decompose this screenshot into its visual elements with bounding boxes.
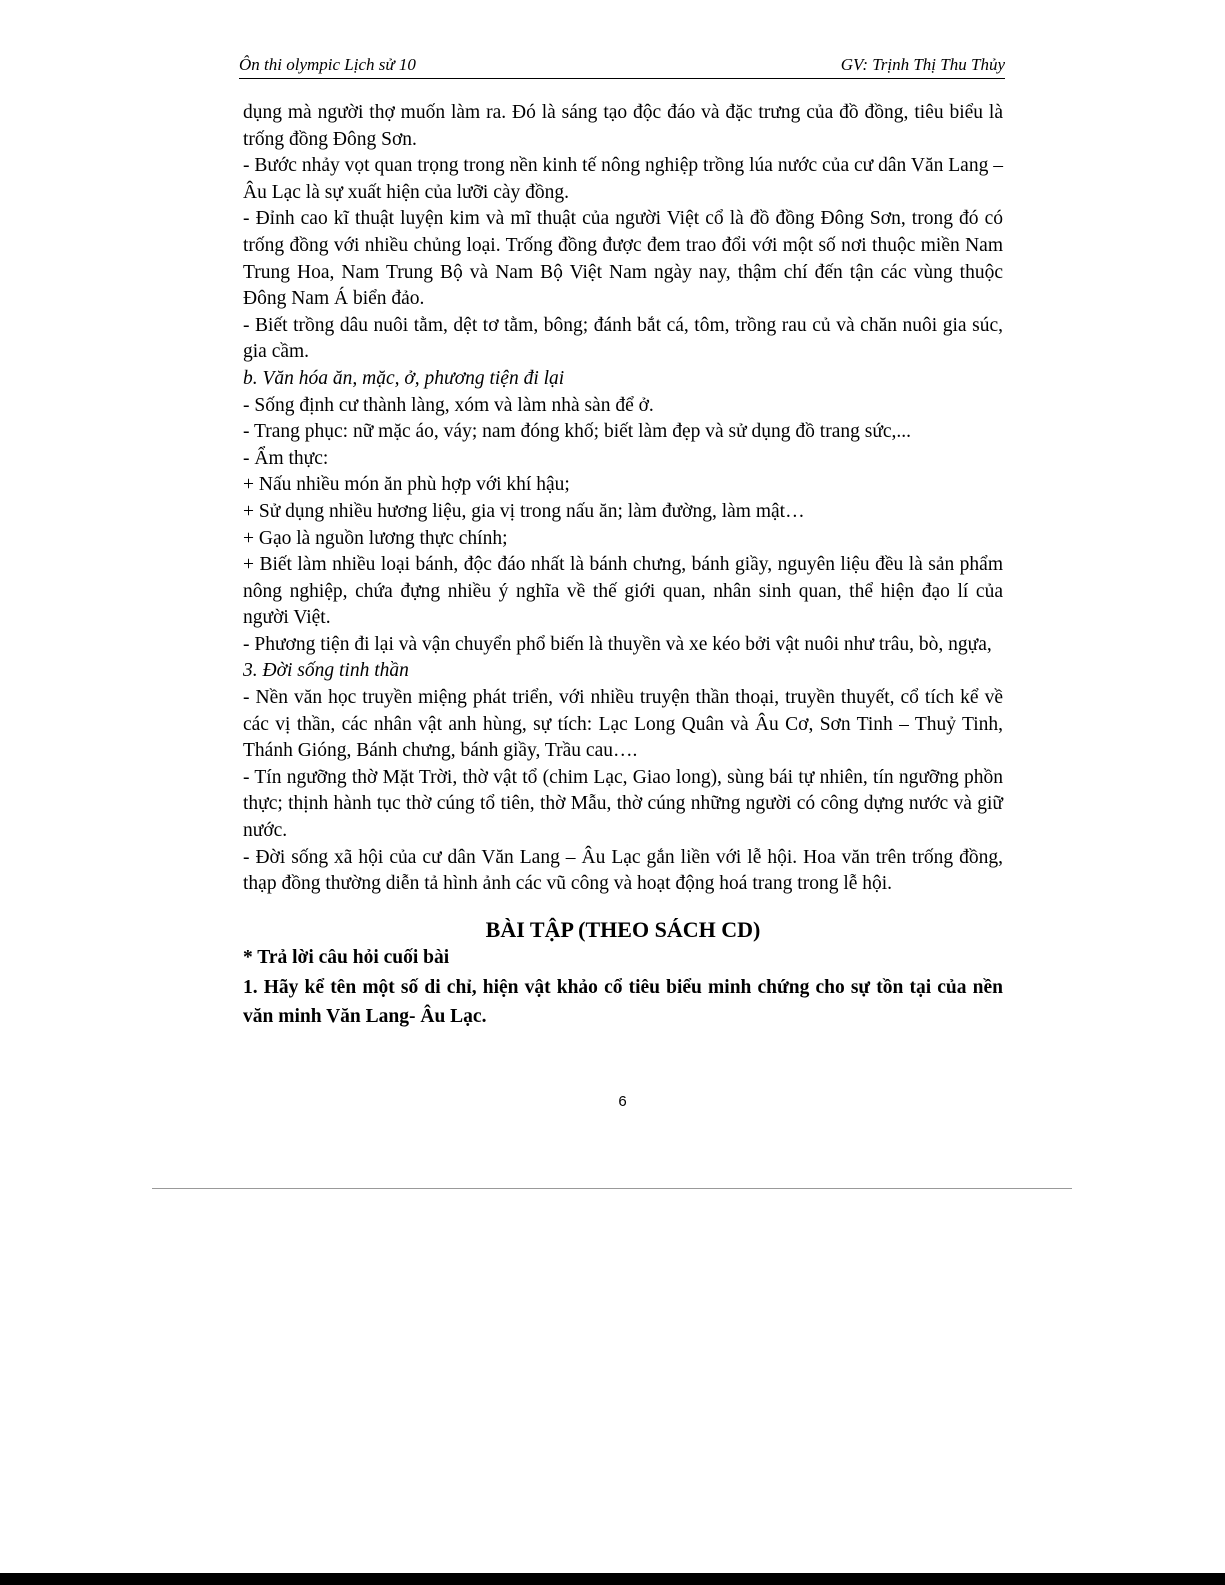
document-body xyxy=(243,100,1003,1031)
paragraph: - Đời sống xã hội của cư dân Văn Lang – Âu Lạc gắn liền với lễ hội. Hoa văn trên trống đồng, thạp đồng thường diễn tả hình ảnh các vũ công và hoạt động hoá trang trong lễ hội. xyxy=(243,846,1003,895)
exercise-question: 1. Hãy kể tên một số di chỉ, hiện vật khảo cổ tiêu biểu minh chứng cho sự tồn tại của nền văn minh Văn Lang- Âu Lạc. xyxy=(243,977,1003,1028)
page-header xyxy=(239,52,1005,79)
paragraph: + Nấu nhiều món ăn phù hợp với khí hậu; xyxy=(243,474,570,496)
paragraph: + Gạo là nguồn lương thực chính; xyxy=(243,527,508,549)
exercise-subtitle: * Trả lời câu hỏi cuối bài xyxy=(243,946,450,968)
paragraph: - Sống định cư thành làng, xóm và làm nhà sàn để ở. xyxy=(243,394,654,416)
paragraph: dụng mà người thợ muốn làm ra. Đó là sáng tạo độc đáo và đặc trưng của đồ đồng, tiêu biểu là trống đồng Đông Sơn. xyxy=(243,102,1003,150)
page-number: 6 xyxy=(618,1093,627,1110)
paragraph: - Ẩm thực: xyxy=(243,447,329,469)
paragraph: + Biết làm nhiều loại bánh, độc đáo nhất là bánh chưng, bánh giầy, nguyên liệu đều là sản phẩm nông nghiệp, chứa đựng nhiều ý nghĩa về thế giới quan, nhân sinh quan, thể hiện đạo lí của người Việt. xyxy=(243,554,1003,629)
page-separator xyxy=(152,1188,1072,1189)
paragraph: - Bước nhảy vọt quan trọng trong nền kinh tế nông nghiệp trồng lúa nước của cư dân Văn Lang – Âu Lạc là sự xuất hiện của lưỡi cày đồng. xyxy=(243,155,1003,203)
paragraph: + Sử dụng nhiều hương liệu, gia vị trong nấu ăn; làm đường, làm mật… xyxy=(243,500,805,522)
header-document-title: Ôn thi olympic Lịch sử 10 xyxy=(239,55,416,74)
paragraph: - Phương tiện đi lại và vận chuyển phổ biến là thuyền và xe kéo bởi vật nuôi như trâu, bò, ngựa, xyxy=(243,633,992,655)
bottom-edge-bar xyxy=(0,1573,1225,1585)
paragraph: - Tín ngưỡng thờ Mặt Trời, thờ vật tổ (chim Lạc, Giao long), sùng bái tự nhiên, tín ngưỡng phồn thực; thịnh hành tục thờ cúng tổ tiên, thờ Mẫu, thờ cúng những người có công dựng nước và giữ nước. xyxy=(243,766,1003,842)
paragraph: - Đỉnh cao kĩ thuật luyện kim và mĩ thuật của người Việt cổ là đồ đồng Đông Sơn, trong đó có trống đồng với nhiều chủng loại. Trống đồng được đem trao đổi với một số nơi thuộc miền Nam Trung Hoa, Nam Trung Bộ và Nam Bộ Việt Nam ngày nay, thậm chí đến tận các vùng thuộc Đông Nam Á biển đảo. xyxy=(243,208,1003,310)
subsection-heading: 3. Đời sống tinh thần xyxy=(243,660,409,682)
header-teacher-name: GV: Trịnh Thị Thu Thủy xyxy=(840,55,1005,74)
paragraph: - Biết trồng dâu nuôi tằm, dệt tơ tằm, bông; đánh bắt cá, tôm, trồng rau củ và chăn nuôi gia súc, gia cầm. xyxy=(243,314,1003,363)
paragraph: - Trang phục: nữ mặc áo, váy; nam đóng khố; biết làm đẹp và sử dụng đồ trang sức,... xyxy=(243,421,912,443)
subsection-heading: b. Văn hóa ăn, mặc, ở, phương tiện đi lại xyxy=(243,367,565,389)
exercise-title: BÀI TẬP (THEO SÁCH CD) xyxy=(485,916,761,942)
paragraph: - Nền văn học truyền miệng phát triển, với nhiều truyện thần thoại, truyền thuyết, cổ tích kể về các vị thần, các nhân vật anh hùng, sự tích: Lạc Long Quân và Âu Cơ, Sơn Tinh – Thuỷ Tinh, Thánh Gióng, Bánh chưng, bánh giầy, Trầu cau…. xyxy=(243,687,1003,762)
